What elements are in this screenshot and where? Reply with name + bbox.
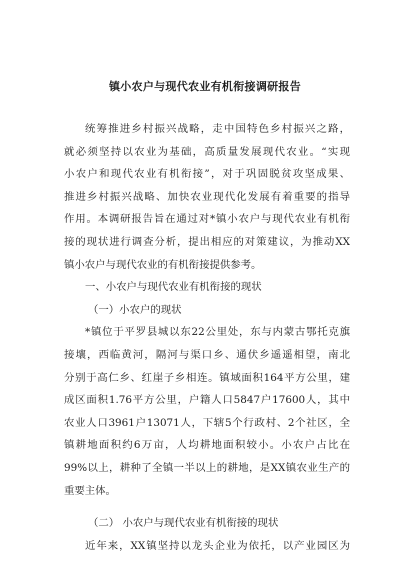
- paragraph-line: 近年来，XX镇坚持以龙头企业为依托，以产业园区为: [85, 539, 350, 552]
- paragraph-line: 作用。本调研报告旨在通过对*镇小农户与现代农业有机衔: [64, 213, 350, 226]
- section-heading: 一、小农户与现代农业有机衔接的现状: [85, 281, 262, 294]
- paragraph-line: 镇小农户与现代农业的有机衔接提供参考。: [64, 258, 262, 271]
- paragraph-line: 统筹推进乡村振兴战略，走中国特色乡村振兴之路，: [85, 123, 350, 135]
- paragraph-line: 重要主体。: [64, 484, 116, 497]
- paragraph-line: 分别于高仁乡、红崖子乡相连。镇域面积164平方公里，建: [64, 371, 350, 384]
- paragraph-line: 小农户和现代农业有机衔接”，对于巩固脱贫攻坚成果、: [64, 168, 350, 181]
- report-title: 镇小农户与现代农业有机衔接调研报告: [108, 80, 302, 93]
- paragraph-line: 接的现状进行调查分析，提出相应的对策建议，为推动XX: [64, 235, 350, 248]
- paragraph-line: 农业人口3961户13071人，下辖5个行政村、2个社区，全: [64, 416, 350, 429]
- paragraph-line: 镇耕地面积约6万亩，人均耕地面积较小。小农户占比在: [64, 439, 350, 452]
- paragraph-line: 接壤，西临黄河，隔河与渠口乡、通伏乡遥遥相望，南北: [64, 348, 350, 361]
- paragraph-line: 推进乡村振兴战略、加快农业现代化发展有着重要的指导: [64, 190, 350, 203]
- subsection-heading: （一）小农户的现状: [88, 303, 182, 316]
- report-body: [64, 118, 350, 557]
- paragraph-line: *镇位于平罗县城以东22公里处，东与内蒙古鄂托克旗: [85, 326, 350, 339]
- paragraph-line: 99%以上，耕种了全镇一半以上的耕地，是XX镇农业生产的: [64, 461, 350, 474]
- subsection-heading: （二） 小农户与现代农业有机衔接的现状: [88, 517, 279, 530]
- paragraph-line: 成区面积1.76平方公里，户籍人口5847户17600人，其中: [64, 394, 350, 407]
- paragraph-line: 就必须坚持以农业为基础，高质量发展现代农业。“实现: [64, 145, 350, 158]
- spacer: [64, 502, 350, 512]
